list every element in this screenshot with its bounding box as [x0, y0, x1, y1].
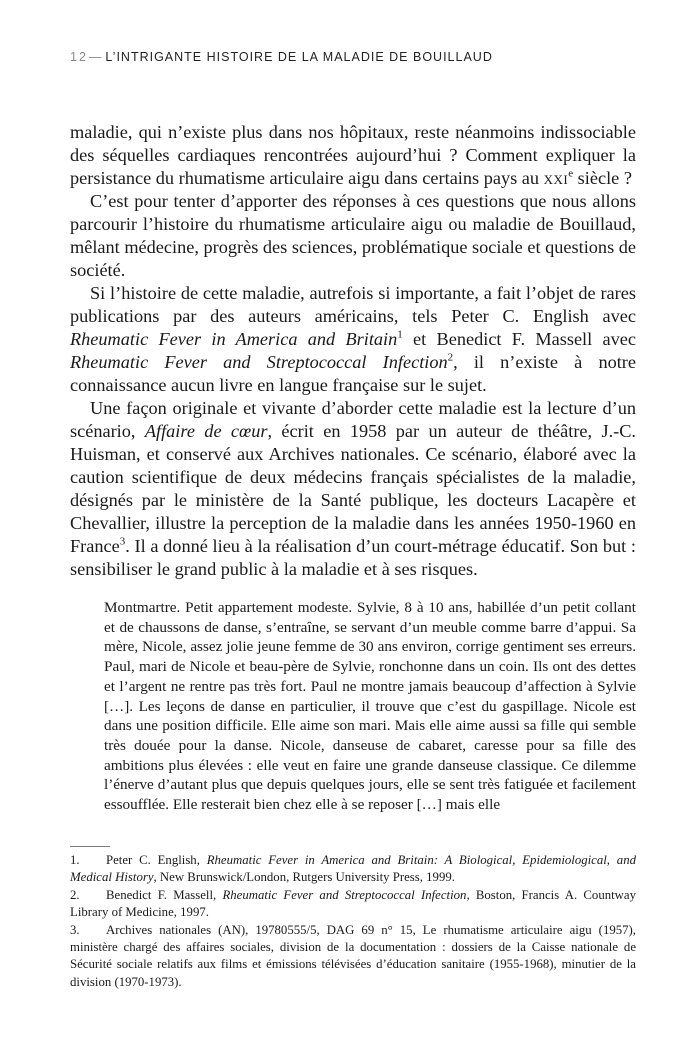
paragraph-text: , écrit en 1958 par un auteur de théâtre, J.-C. Huisman, et conservé aux Archives nationales. Ce scénario, élaboré avec la caution scientifique de deux médecins français spécialistes de la maladie, désignés par le ministère de la Santé publique, les docteurs Lacapère et Chevallier, illustre la perception de la maladie dans les années 1950-1960 en France — [70, 421, 636, 556]
paragraph-text: . Il a donné lieu à la réalisation d’un court-métrage éducatif. Son but : sensibiliser le grand public à la maladie et à ses risques. — [70, 536, 636, 579]
scenario-title: Affaire de cœur — [144, 421, 268, 441]
footnotes — [70, 852, 636, 991]
paragraph-1 — [70, 121, 636, 190]
running-head — [70, 50, 493, 64]
book-title: L’INTRIGANTE HISTOIRE DE LA MALADIE DE BOUILLAUD — [105, 50, 493, 64]
footnote-ref-2[interactable]: 2 — [447, 351, 454, 364]
paragraph-text: et Benedict F. Massell avec — [402, 329, 636, 349]
paragraph-3 — [70, 282, 636, 397]
footnote-2 — [70, 887, 636, 922]
paragraph-text: Une façon originale et vivante d’aborder cette maladie est la lecture d’un scénario, — [70, 398, 636, 441]
footnote-number: 2. — [70, 887, 80, 902]
paragraph-2: C’est pour tenter d’apporter des réponses à ces questions que nous allons parcourir l’histoire du rhumatisme articulaire aigu ou maladie de Bouillaud, mêlant médecine, progrès des sciences, problématique sociale et questions de société. — [70, 191, 637, 280]
header-separator: — — [88, 50, 103, 64]
paragraph-text: Si l’histoire de cette maladie, autrefois si importante, a fait l’objet de rares publications par des auteurs américains, tels Peter C. English avec — [70, 283, 636, 326]
footnote-title: Rheumatic Fever and Streptococcal Infection — [222, 887, 467, 902]
century-superscript: e — [568, 167, 574, 180]
century-numeral: xxi — [543, 168, 569, 188]
quote-text: Montmartre. Petit appartement modeste. Sylvie, 8 à 10 ans, habillée d’un petit collant et de chaussons de danse, s’entraîne, se servant d’un meuble comme barre d’appui. Sa mère, Nicole, assez jolie jeune femme de 30 ans environ, corrige gentiment ses erreurs. Paul, mari de Nicole et beau-père de Sylvie, ronchonne dans un coin. Ils ont des dettes et l’argent ne rentre pas très fort. Paul ne montre jamais beaucoup d’affection à Sylvie […]. Les leçons de danse en particulier, il trouve que c’est du gaspillage. Nicole est dans une position difficile. Elle aime son mari. Mais elle aime aussi sa fille qui semble très douée pour la danse. Nicole, danseuse de cabaret, caresse pour sa fille des ambitions plus élevées : elle veut en faire une grande danseuse classique. Ce dilemme l’énerve d’autant plus que depuis quelques jours, elle se sent très fatiguée et facilement essoufflée. Elle resterait bien chez elle à se reposer […] mais elle — [104, 599, 636, 814]
footnote-text: Benedict F. Massell, — [106, 887, 223, 902]
book-title-english: Rheumatic Fever in America and Britain — [70, 329, 398, 349]
footnote-divider — [70, 846, 110, 847]
book-title-massell: Rheumatic Fever and Streptococcal Infection — [70, 352, 448, 372]
page-number: 12 — [70, 50, 88, 64]
footnote-text: Archives nationales (AN), 19780555/5, DAG 69 n° 15, Le rhumatisme articulaire aigu (1957), ministère chargé des affaires sociales, division de la documentation : dossiers de la Caisse nationale de Sécurité sociale relatifs aux films et émissions télévisées d’éducation sanitaire (1955-1968), minutier de la division (1970-1973). — [70, 922, 636, 989]
footnote-text: , New Brunswick/London, Rutgers University Press, 1999. — [153, 870, 455, 885]
footnote-title: Rheumatic Fever in America and Britain: A Biological, Epidemiological, and Medical History — [70, 853, 636, 885]
block-quote — [104, 598, 636, 815]
footnote-ref-3[interactable]: 3 — [119, 535, 126, 548]
footnote-number: 1. — [70, 853, 80, 867]
footnote-3 — [70, 922, 636, 992]
footnote-number: 3. — [70, 922, 80, 937]
paragraph-text: maladie, qui n’existe plus dans nos hôpitaux, reste néanmoins indissociable des séquelles cardiaques rencontrées aujourd’hui ? Comment expliquer la persistance du rhumatisme articulaire aigu dans certains pays au — [70, 122, 636, 188]
main-text — [70, 121, 636, 581]
footnote-text: , Boston, Francis A. Countway Library of Medicine, 1997. — [70, 887, 636, 920]
footnote-ref-1[interactable]: 1 — [397, 328, 403, 341]
footnote-1 — [70, 852, 636, 887]
paragraph-text: siècle ? — [573, 168, 632, 188]
footnote-text: Peter C. English, — [106, 853, 207, 867]
paragraph-4 — [70, 397, 636, 581]
paragraph-text: , il n’existe à notre connaissance aucun livre en langue française sur le sujet. — [70, 352, 637, 395]
